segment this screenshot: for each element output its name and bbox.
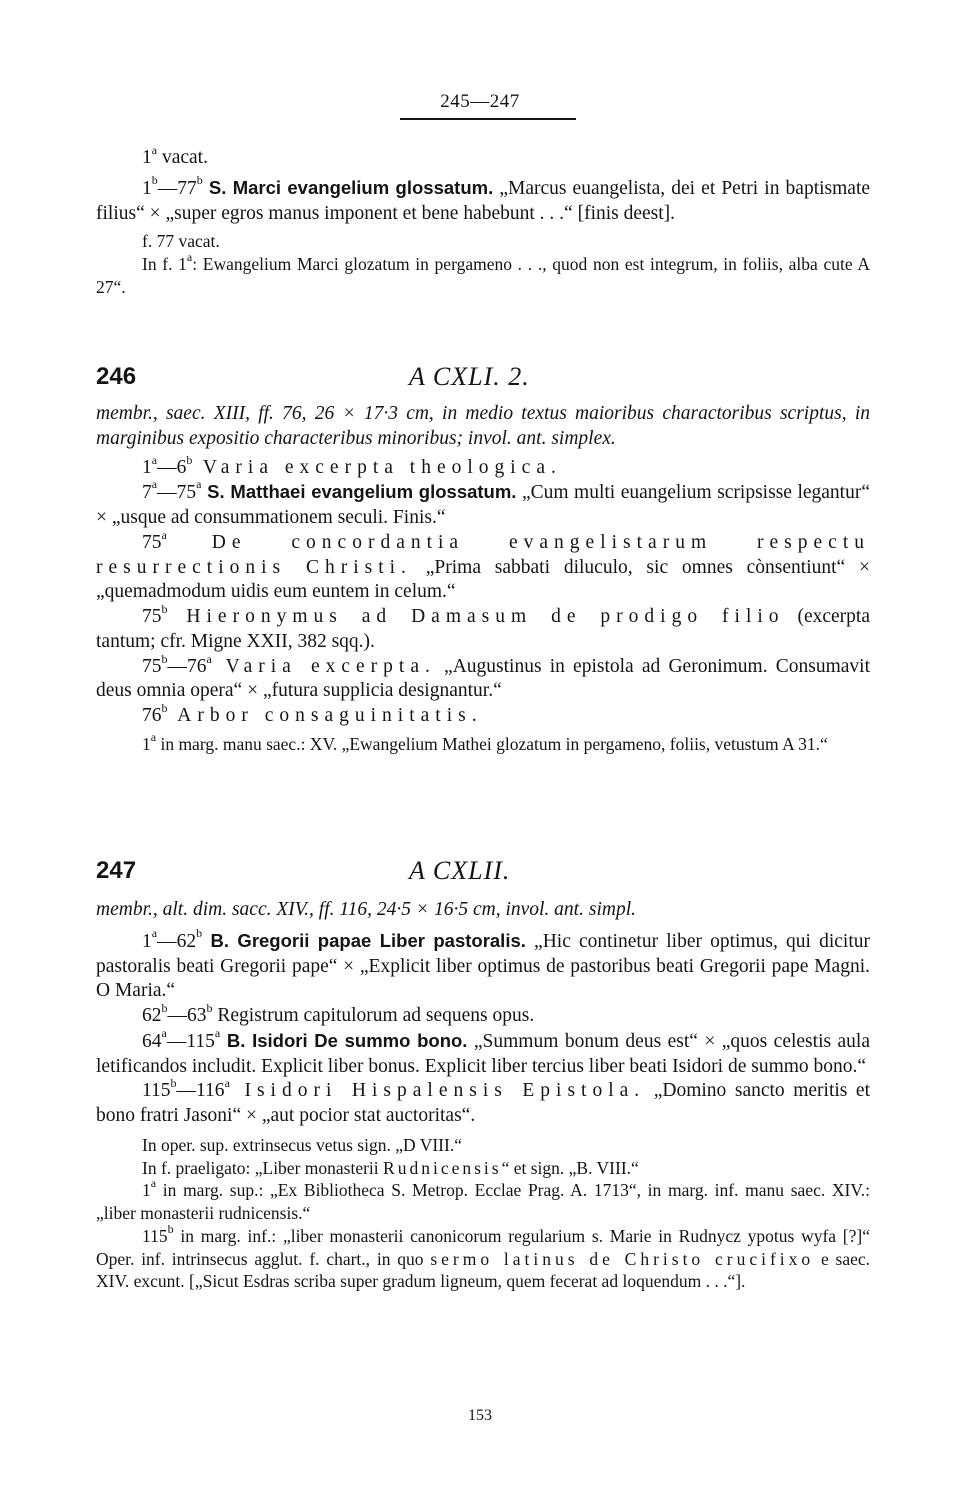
physical-description: membr., alt. dim. sacc. XIV., ff. 116, 24·5 × 16·5 cm, invol. ant. simpl. (96, 899, 636, 920)
entry-number: 247 (96, 857, 137, 884)
entry-number: 246 (96, 363, 137, 390)
content-item: 1$^a$—62$^b$ B. Gregorii papae Liber pastoralis. „Hic continetur liber optimus, qui dicitur pastoralis beati Gregorii pape“ × „Explicit liber optimus de pastoribus beati Gregorii pape Magni. O Maria.“ (96, 925, 870, 1002)
content-item: 75$^a$ De concordantia evangelistarum respectu resurrectionis Christi. „Prima sabbati diluculo, sic omnes cònsentiunt“ × „quemadmodum uidis eum euntem in celum.“ (96, 527, 871, 603)
work-title: B. Gregorii papae Liber pastoralis. (202, 929, 526, 951)
content-item: 7$^a$—75$^a$ S. Matthaei evangelium glossatum. „Cum multi euangelium scripsisse legantur“ × „usque ad consummationem seculi. Finis.“ (96, 477, 870, 528)
entry-247-heading (96, 852, 870, 892)
content-item: 75$^b$—76$^a$ Varia excerpta. „Augustinus in epistola ad Geronimum. Consumavit deus omnia opera“ × „futura supplicia designantur.“ (96, 651, 870, 702)
header-rule (400, 118, 576, 120)
entry-245-line-1: 1$^a$ vacat. (142, 143, 208, 168)
content-item: 75$^b$ Hieronymus ad Damasum de prodigo filio (excerpta tantum; cfr. Migne XXII, 382 sqq.). (96, 602, 870, 652)
entry-246 (96, 358, 870, 756)
work-title: B. Isidori De summo bono. (220, 1029, 468, 1051)
content-item: 62$^b$—63$^b$ Registrum capitulorum ad sequens opus. (142, 1001, 535, 1026)
content-item: 76$^b$ Arbor consaguinitatis. (142, 701, 483, 726)
work-title: S. Marci evangelium glossatum. (208, 176, 494, 198)
entry-245-line-2: 1$^b$—77$^b$ S. Marci evangelium glossatum. „Marcus euangelista, dei et Petri in baptismate filius“ × „super egros manus imponent et bene habebunt . . .“ [finis deest]. (96, 172, 871, 224)
binding-note: In oper. sup. extrinsecus vetus sign. „D VIII.“ (142, 1134, 462, 1155)
content-item: 115$^b$—116$^a$ Isidori Hispalensis Epistola. „Domino sancto meritis et bono fratri Jasoni“ × „aut pocior stat auctoritas“. (96, 1076, 871, 1126)
marginal-note: 1$^a$ in marg. manu saec.: XV. „Ewangelium Mathei glozatum in pergameno, foliis, vetustum A 31.“ (142, 729, 828, 754)
shelfmark: A CXLI. 2. (409, 362, 530, 391)
entry-246-heading (96, 358, 870, 398)
page-number: 153 (468, 1407, 492, 1424)
content-item: 1$^a$—6$^b$ Varia excerpta theologica. (142, 452, 562, 478)
entry-245-line-3: f. 77 vacat. (142, 231, 220, 252)
provenance-note: In f. praeligato: „Liber monasterii Rudnicensis“ et sign. „B. VIII.“ (142, 1157, 639, 1178)
marginal-note: 1$^a$ in marg. sup.: „Ex Bibliotheca S. Metrop. Ecclae Prag. A. 1713“, in marg. inf. manu saec. XIV.: „liber monasterii rudnicensis.“ (96, 1176, 870, 1223)
physical-description: membr., saec. XIII, ff. 76, 26 × 17·3 cm, in medio textus maioribus charactoribus scriptus, in marginibus expositio characteribus minoribus; invol. ant. simplex. (96, 403, 870, 449)
work-title: S. Matthaei evangelium glossatum. (201, 481, 517, 503)
entry-247 (96, 852, 870, 1293)
page-header-range: 245—247 (440, 91, 520, 112)
shelfmark: A CXLII. (409, 856, 511, 885)
content-item: 64$^a$—115$^a$ B. Isidori De summo bono. „Summum bonum deus est“ × „quos celestis aula letificandos includit. Explicit liber bonus. Explicit liber tercius liber beati Isidori de summo bono.“ (96, 1025, 870, 1077)
entry-245-line-4: In f. 1$^a$: Ewangelium Marci glozatum in pergameno . . ., quod non est integrum, in foliis, alba cute A 27“. (96, 250, 870, 297)
entry-245 (96, 143, 871, 299)
marginal-note: 115$^b$ in marg. inf.: „liber monasterii canonicorum regularium s. Marie in Rudnycz ypotus wyfa [?]“ Oper. inf. intrinsecus agglut. f. chart., in quo sermo latinus de Christo crucifixo e saec. XIV. excunt. [„Sicut Esdras scriba super gradum ligneum, quem fecerat ad loquendum . . .“]. (96, 1221, 871, 1292)
